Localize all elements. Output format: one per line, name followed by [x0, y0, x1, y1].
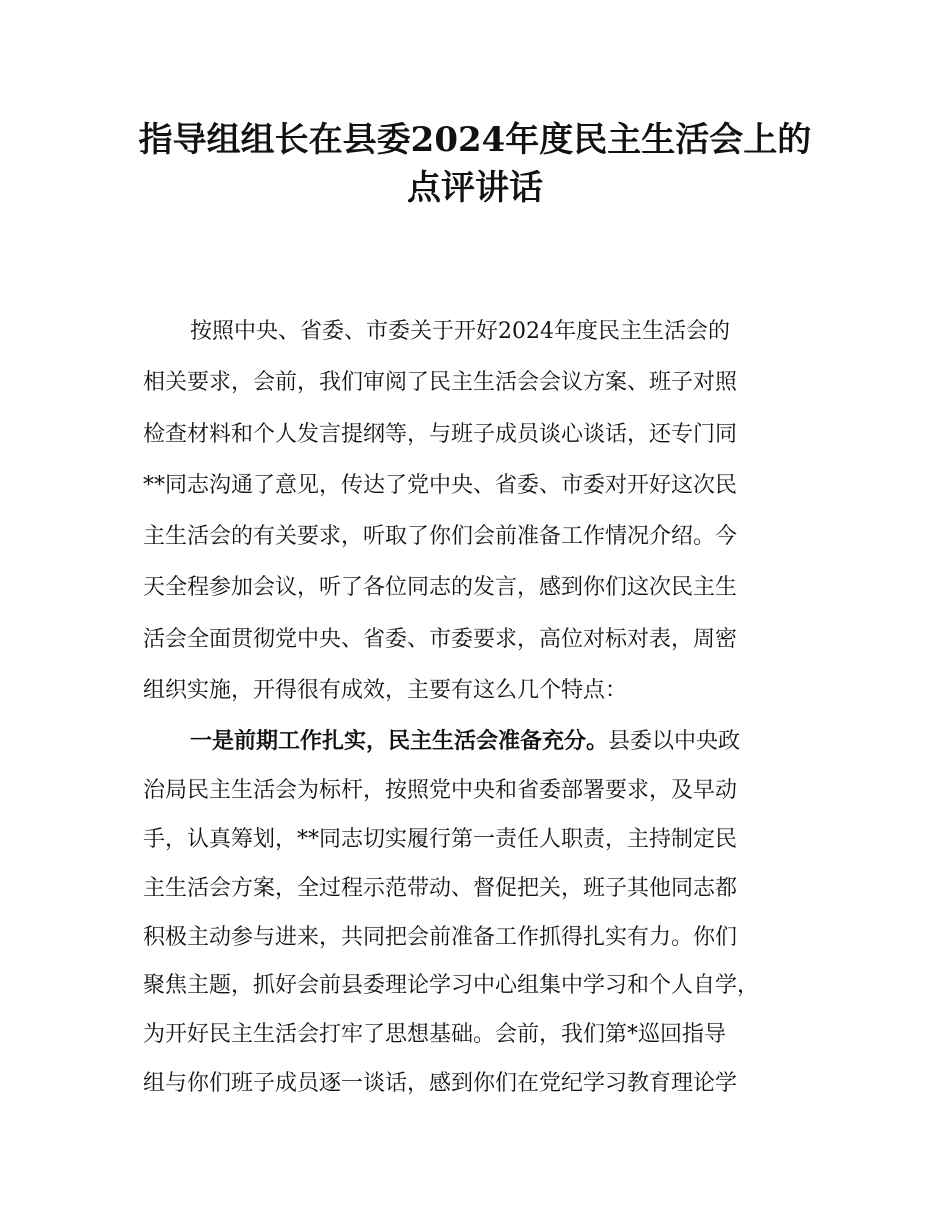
paragraph-line: 活会全面贯彻党中央、省委、市委要求，高位对标对表，周密 [143, 626, 738, 652]
paragraph-intro [143, 306, 843, 716]
paragraph-line: 相关要求，会前，我们审阅了民主生活会会议方案、班子对照 [143, 370, 738, 396]
paragraph-line: 治局民主生活会为标杆，按照党中央和省委部署要求，及早动 [143, 777, 738, 803]
paragraph-line: 积极主动参与进来，共同把会前准备工作抓得扎实有力。你们 [143, 924, 738, 950]
paragraph-line: 检查材料和个人发言提纲等，与班子成员谈心谈话，还专门同 [143, 421, 738, 447]
title-line-1: 指导组组长在县委2024年度民主生活会上的 [138, 120, 812, 160]
paragraph-line: 为开好民主生活会打牢了思想基础。会前，我们第*巡回指导 [143, 1022, 727, 1048]
title-line-2: 点评讲话 [407, 168, 543, 208]
paragraph-line: 主生活会方案，全过程示范带动、督促把关，班子其他同志都 [143, 875, 738, 901]
paragraph-line: 手，认真筹划，**同志切实履行第一责任人职责，主持制定民 [143, 826, 738, 852]
paragraph-line: 按照中央、省委、市委关于开好2024年度民主生活会的 [190, 319, 730, 344]
paragraph-text: 县委以中央政 [608, 729, 741, 754]
paragraph-line: 聚焦主题，抓好会前县委理论学习中心组集中学习和个人自学， [143, 973, 760, 999]
paragraph-line: 组与你们班子成员逐一谈话，感到你们在党纪学习教育理论学 [143, 1071, 738, 1097]
paragraph-point-one [143, 718, 843, 1109]
document-title [100, 116, 850, 212]
paragraph-line: 主生活会的有关要求，听取了你们会前准备工作情况介绍。今 [143, 524, 738, 550]
point-heading: 一是前期工作扎实，民主生活会准备充分。 [190, 729, 609, 754]
paragraph-line: **同志沟通了意见，传达了党中央、省委、市委对开好这次民 [143, 472, 738, 498]
paragraph-line: 组织实施，开得很有成效，主要有这么几个特点： [143, 678, 628, 704]
paragraph-first-line [143, 718, 843, 767]
paragraph-line: 天全程参加会议，听了各位同志的发言，感到你们这次民主生 [143, 575, 738, 601]
